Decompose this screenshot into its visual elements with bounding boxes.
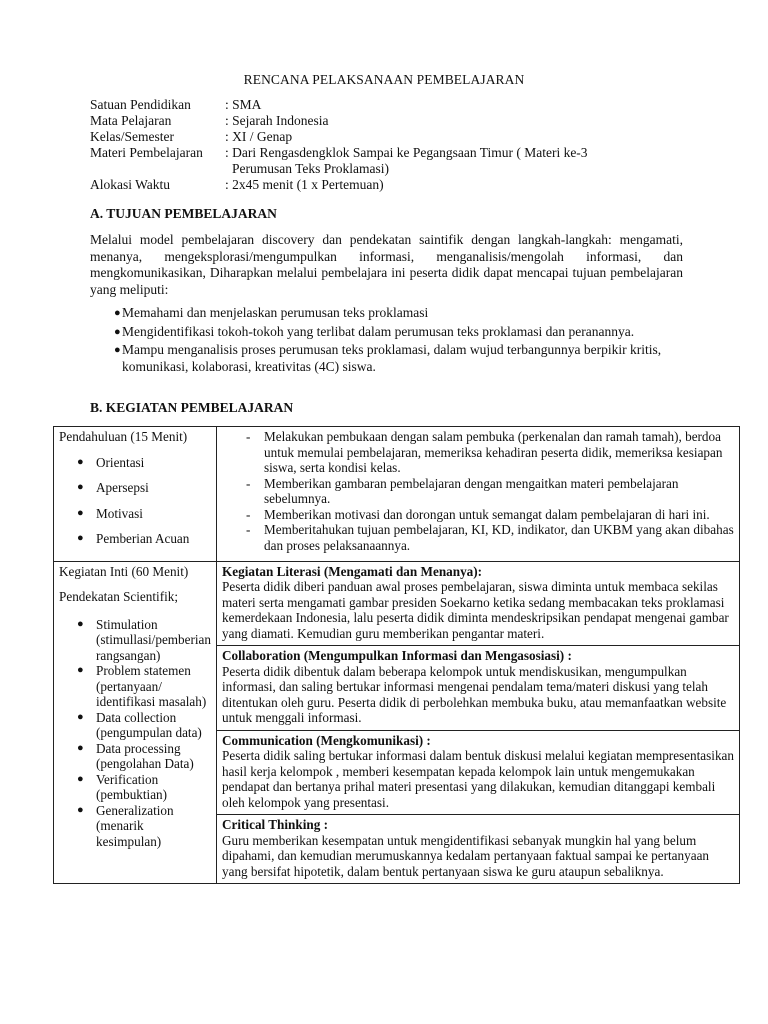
core-phase-cell: [54, 561, 217, 884]
dash-icon: -: [246, 506, 251, 522]
activity-title: Communication (Mengkomunikasi) :: [222, 732, 431, 748]
bullet-icon: ●: [77, 532, 84, 544]
collaboration-activity-cell: [217, 646, 740, 731]
bullet-icon: ●: [77, 617, 84, 630]
bullet-icon: ●: [77, 772, 84, 785]
bullet-icon: ●: [114, 344, 121, 356]
meta-label: Satuan Pendidikan: [90, 97, 191, 112]
list-item: [90, 324, 690, 341]
list-item-text: Orientasi: [96, 454, 145, 470]
critical-thinking-activity-cell: [217, 815, 740, 884]
list-item-text: Mengidentifikasi tokoh-tokoh yang terlibat dalam perumusan teks proklamasi dan peranannya.: [122, 323, 635, 339]
bullet-icon: ●: [114, 307, 121, 319]
list-item: [59, 710, 211, 741]
activity-title: Collaboration (Mengumpulkan Informasi dan Mengasosiasi) :: [222, 648, 572, 663]
list-item: [59, 531, 211, 547]
bullet-icon: ●: [77, 506, 84, 519]
meta-label: Kelas/Semester: [90, 129, 174, 144]
list-item-text: Memberikan motivasi dan dorongan untuk semangat dalam pembelajaran di hari ini.: [264, 506, 710, 522]
activity-title: Critical Thinking :: [222, 817, 329, 832]
table-row: [54, 427, 740, 562]
dash-icon: -: [246, 475, 251, 491]
list-item-text: Generalization (menarik kesimpulan): [96, 802, 174, 849]
list-item: [222, 429, 734, 476]
list-item-text: Memahami dan menjelaskan perumusan teks proklamasi: [122, 305, 429, 320]
activity-title: Kegiatan Literasi (Mengamati dan Menanya):: [222, 563, 483, 579]
identity-table: [90, 97, 645, 193]
meta-row: [90, 129, 645, 145]
phase-steps: [59, 617, 211, 850]
bullet-icon: ●: [77, 481, 84, 493]
section-heading-a: A. TUJUAN PEMBELAJARAN: [90, 206, 277, 221]
bullet-icon: ●: [77, 803, 84, 816]
phase-subtitle: Pendekatan Scientifik;: [59, 589, 179, 604]
meta-row: [90, 177, 645, 193]
list-item-text: Memberikan gambaran pembelajaran dengan mengaitkan materi pembelajaran sebelumnya.: [264, 475, 679, 506]
list-item-text: Pemberian Acuan: [96, 531, 190, 546]
list-item: [90, 342, 690, 375]
list-item: [59, 803, 211, 850]
intro-phase-cell: [54, 427, 217, 562]
activity-text: Guru memberikan kesempatan untuk mengidentifikasi sebanyak mungkin hal yang belum dipahami, dan kemudian merumuskannya kedalam pertanyaan faktual sampai ke pertanyaan yang bersifat hipotetik, dalam bentuk pertanyaan siswa ke guru ataupun sebaliknya.: [222, 832, 710, 879]
list-item-text: Stimulation (stimullasi/pemberian rangsangan): [96, 616, 211, 663]
list-item: [59, 480, 211, 496]
objective-paragraph: Melalui model pembelajaran discovery dan pendekatan saintifik dengan langkah-langkah: mengamati, menanya, mengeksplorasi/mengumpulkan informasi, menganalisis/mengolah informasi, dan mengkomunikasikan, Diharapkan melalui pembelajara ini peserta didik dapat mencapai tujuan pembelajaran yang meliputi:: [90, 232, 683, 297]
list-item-text: Apersepsi: [96, 480, 149, 495]
list-item: [59, 617, 211, 664]
meta-value-line: : Dari Rengasdengklok Sampai ke Pegangsaan Timur ( Materi ke-3: [225, 145, 588, 160]
phase-steps: [59, 455, 211, 547]
dash-icon: -: [246, 522, 251, 537]
list-item: [59, 772, 211, 803]
list-item: [59, 663, 211, 710]
list-item: [59, 506, 211, 522]
activity-text: Peserta didik dibentuk dalam beberapa kelompok untuk mendiskusikan, mengumpulkan informasi, dan saling bertukar informasi mengenai pendalam tema/materi diskusi yang telah ditentukan oleh guru. Peserta didik di perbolehkan membuka buku, atau memanfaatkan website untuk menggali informasi.: [222, 663, 727, 725]
phase-title: Pendahuluan (15 Menit): [59, 429, 188, 444]
communication-activity-cell: [217, 730, 740, 815]
meta-label: Materi Pembelajaran: [90, 145, 203, 160]
list-item: [59, 741, 211, 772]
list-item: [59, 455, 211, 471]
activity-text: Peserta didik saling bertukar informasi dalam bentuk diskusi melalui kegiatan mempresentasikan hasil kerja kelompok , memberi kesempatan kepada kelompok lain untuk mengemukakan pendapat dan bertanya prihal materi presentasi yang dilakukan, kemudian ditanggapi kembali oleh kelompok yang presentasi.: [222, 748, 734, 810]
bullet-icon: ●: [77, 455, 84, 468]
objective-list: [90, 305, 690, 377]
list-item-text: Verification (pembuktian): [96, 771, 168, 802]
list-item: [90, 305, 690, 322]
meta-value: : XI / Genap: [225, 129, 293, 144]
activity-table: [53, 426, 740, 884]
bullet-icon: ●: [114, 325, 121, 338]
bullet-icon: ●: [77, 741, 84, 754]
meta-value: : SMA: [225, 97, 262, 112]
intro-activity-cell: [217, 427, 740, 562]
meta-row: [90, 113, 645, 129]
dash-icon: -: [246, 429, 251, 444]
list-item: [222, 476, 734, 507]
bullet-icon: ●: [77, 664, 84, 676]
bullet-icon: ●: [77, 710, 84, 723]
meta-value: [225, 145, 645, 177]
list-item: [222, 522, 734, 553]
meta-label: Mata Pelajaran: [90, 113, 172, 128]
phase-title: Kegiatan Inti (60 Menit): [59, 563, 189, 579]
list-item: [222, 507, 734, 523]
meta-value-line: Perumusan Teks Proklamasi): [232, 161, 390, 176]
list-item-text: Motivasi: [96, 505, 143, 521]
intro-activity-list: [222, 429, 734, 553]
meta-value: : 2x45 menit (1 x Pertemuan): [225, 177, 384, 192]
document-title: RENCANA PELAKSANAAN PEMBELAJARAN: [243, 72, 525, 87]
meta-row: [90, 97, 645, 113]
section-heading-b: B. KEGIATAN PEMBELAJARAN: [90, 400, 294, 415]
literacy-activity-cell: [217, 561, 740, 646]
meta-value: : Sejarah Indonesia: [225, 113, 329, 128]
list-item-text: Data processing (pengolahan Data): [96, 740, 194, 771]
list-item-text: Data collection (pengumpulan data): [96, 709, 202, 740]
activity-text: Peserta didik diberi panduan awal proses pembelajaran, siswa diminta untuk membaca sekilas materi serta mengamati gambar presiden Soekarno ketika sedang membacakan teks proklamasi kemerdekaan Indonesia, lalu peserta didik diminta mendeskripsikan pendapat mengenai gambar yang diamati. Kemudian guru memberikan pengantar materi.: [222, 579, 729, 641]
table-row: [54, 561, 740, 646]
meta-row: [90, 145, 645, 177]
list-item-text: Melakukan pembukaan dengan salam pembuka (perkenalan dan ramah tamah), berdoa untuk memulai pembelajaran, memeriksa kehadiran peserta didik, memeriksa kesiapan siswa, serta kondisi kelas.: [264, 429, 723, 475]
list-item-text: Mampu menganalisis proses perumusan teks proklamasi, dalam wujud terbangunnya berpikir kritis, komunikasi, kolaborasi, kreativitas (4C) siswa.: [122, 342, 662, 374]
list-item-text: Problem statemen (pertanyaan/ identifikasi masalah): [96, 663, 207, 709]
list-item-text: Memberitahukan tujuan pembelajaran, KI, KD, indikator, dan UKBM yang akan dibahas dan proses pelaksanaannya.: [264, 522, 734, 553]
meta-label: Alokasi Waktu: [90, 177, 171, 192]
